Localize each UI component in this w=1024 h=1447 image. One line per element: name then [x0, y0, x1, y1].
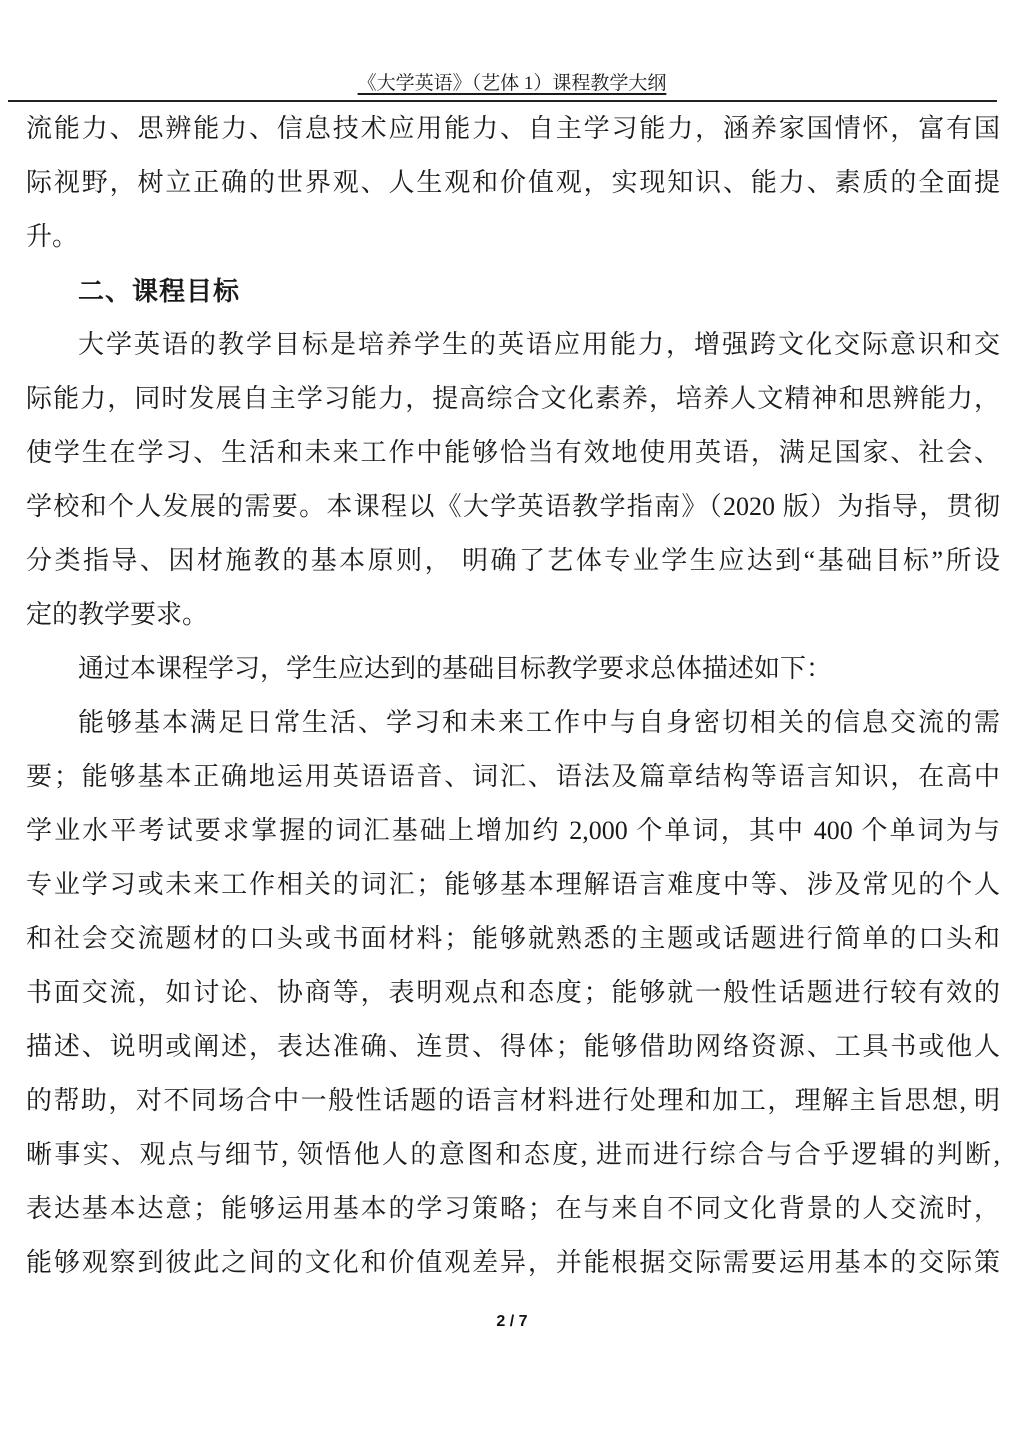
text-line: 的帮助，对不同场合中一般性话题的语言材料进行处理和加工，理解主旨思想, 明 [26, 1086, 1000, 1115]
text-line: 晰事实、观点与细节, 领悟他人的意图和态度, 进而进行综合与合乎逻辑的判断, [26, 1140, 1000, 1169]
text-line: 流能力、思辨能力、信息技术应用能力、自主学习能力，涵养家国情怀，富有国 [26, 114, 1000, 143]
text-line: 书面交流，如讨论、协商等，表明观点和态度；能够就一般性话题进行较有效的 [26, 978, 1000, 1007]
text-line: 际视野，树立正确的世界观、人生观和价值观，实现知识、能力、素质的全面提 [26, 168, 1000, 197]
text-line: 专业学习或未来工作相关的词汇；能够基本理解语言难度中等、涉及常见的个人 [26, 870, 1000, 899]
text-line: 分类指导、因材施教的基本原则， 明确了艺体专业学生应达到“基础目标”所设 [26, 546, 1000, 575]
text-line: 升。 [26, 222, 79, 251]
document-body [26, 102, 1000, 1290]
text-line: 表达基本达意；能够运用基本的学习策略；在与来自不同文化背景的人交流时， [26, 1194, 1000, 1223]
text-line: 大学英语的教学目标是培养学生的英语应用能力，增强跨文化交际意识和交 [78, 330, 1000, 359]
text-line: 和社会交流题材的口头或书面材料；能够就熟悉的主题或话题进行简单的口头和 [26, 924, 1000, 953]
text-line: 定的教学要求。 [26, 600, 209, 629]
text-line: 能够基本满足日常生活、学习和未来工作中与自身密切相关的信息交流的需 [78, 708, 1000, 737]
text-line: 要；能够基本正确地运用英语语音、词汇、语法及篇章结构等语言知识，在高中 [26, 762, 1000, 791]
text-line: 学校和个人发展的需要。本课程以《大学英语教学指南》（2020 版）为指导，贯彻 [26, 492, 1000, 521]
page-number: 2 / 7 [496, 1313, 528, 1330]
text-line: 学业水平考试要求掌握的词汇基础上增加约 2,000 个单词，其中 400 个单词为与 [26, 816, 1000, 845]
text-line: 能够观察到彼此之间的文化和价值观差异，并能根据交际需要运用基本的交际策 [26, 1248, 1000, 1277]
page-header [0, 0, 1024, 97]
header-title: 《大学英语》（艺体 1）课程教学大纲 [357, 73, 667, 94]
text-line: 使学生在学习、生活和未来工作中能够恰当有效地使用英语，满足国家、社会、 [26, 438, 1000, 467]
text-line: 际能力，同时发展自主学习能力，提高综合文化素养，培养人文精神和思辨能力， [26, 384, 1000, 413]
text-line: 通过本课程学习，学生应达到的基础目标教学要求总体描述如下： [78, 654, 833, 683]
text-line: 描述、说明或阐述，表达准确、连贯、得体；能够借助网络资源、工具书或他人 [26, 1032, 1000, 1061]
section-heading: 二、课程目标 [78, 276, 241, 306]
